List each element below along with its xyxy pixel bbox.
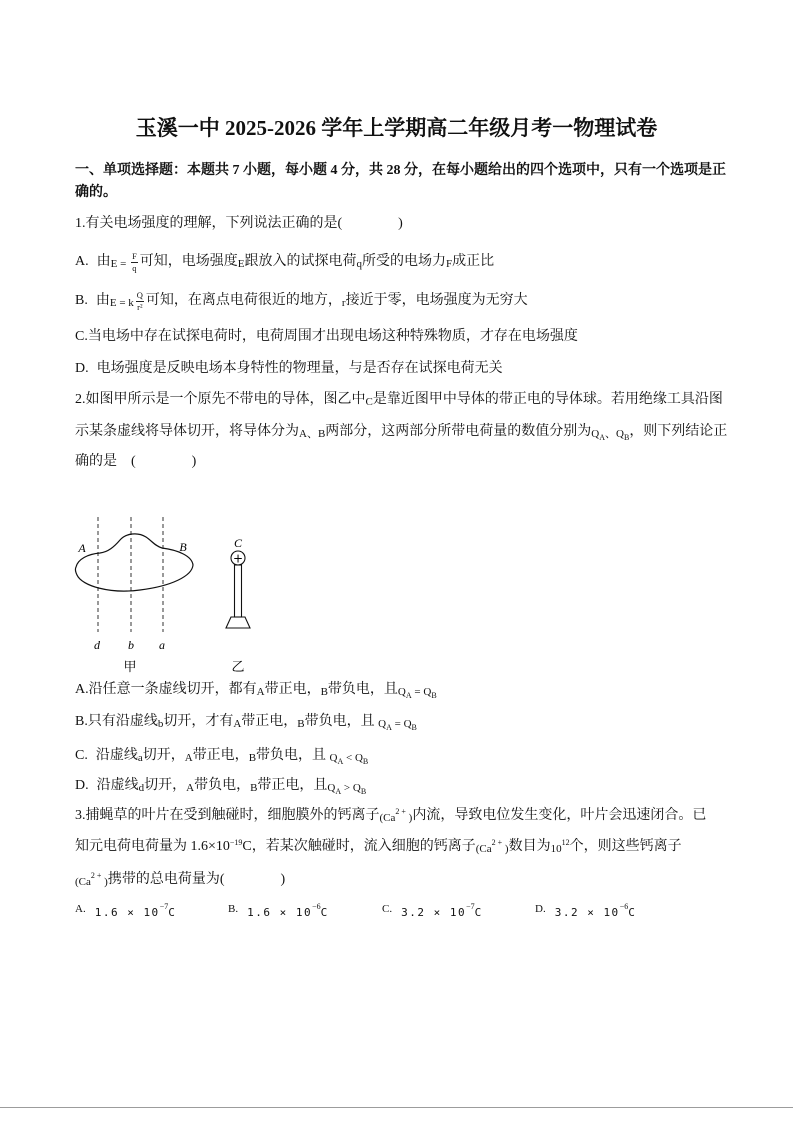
- subscript: B: [362, 757, 369, 766]
- option-label: D.: [75, 778, 89, 793]
- option-label: D.: [535, 903, 546, 915]
- text-run: 切开，: [144, 778, 187, 793]
- math-symbol: A: [256, 686, 265, 698]
- caption-jia: 甲: [123, 659, 137, 674]
- subscript: A: [405, 691, 412, 700]
- option-label: B.: [75, 293, 88, 308]
- text-run: 切开，才有: [163, 714, 234, 729]
- math-symbol: B: [320, 686, 328, 698]
- text-run: 带负电，: [194, 778, 251, 793]
- q1-option-b: [75, 290, 528, 312]
- option-label: C.: [75, 329, 88, 344]
- math-symbol: (Ca: [379, 812, 396, 824]
- text-run: 个，则这些钙离子: [569, 839, 682, 854]
- text-run: 接近于零，电场强度为无穷大: [345, 293, 528, 308]
- math-value: 1.6 × 10: [94, 906, 160, 919]
- superscript: −6: [312, 902, 321, 911]
- text-run: 切开，: [142, 748, 185, 763]
- subscript: B: [360, 787, 367, 796]
- math-symbol: > Q: [341, 782, 361, 794]
- math-symbol: A: [184, 752, 193, 764]
- text-run: 两部分，这两部分所带电荷量的数值分别为: [325, 424, 592, 439]
- math-value: C: [320, 906, 329, 919]
- option-label: C.: [75, 748, 88, 763]
- math-symbol: A: [233, 718, 242, 730]
- sphere-label-c: C: [233, 536, 243, 550]
- cut-line-label-b: b: [128, 638, 134, 652]
- cut-line-label-a: a: [159, 638, 165, 652]
- math-symbol: a: [137, 752, 143, 764]
- superscript: 2 +: [491, 838, 503, 847]
- text-run: 带负电，且: [327, 682, 398, 697]
- fraction-denominator: q: [132, 263, 137, 274]
- math-symbol: C: [365, 396, 373, 408]
- math-symbol: B: [297, 718, 305, 730]
- text-run: 只有沿虚线: [87, 714, 158, 729]
- option-label: A.: [75, 682, 89, 697]
- math-symbol: ): [101, 876, 108, 888]
- superscript: −7: [159, 902, 169, 911]
- option-label: B.: [228, 903, 239, 915]
- q3-option-c: [382, 901, 483, 923]
- fraction: [131, 252, 138, 273]
- math-symbol: (Ca: [475, 843, 492, 855]
- text-run: 带负电，且: [256, 748, 330, 763]
- math-symbol: < Q: [343, 752, 363, 764]
- text-run: 是靠近图甲中导体的带正电的导体球。若用绝缘工具沿图: [372, 392, 723, 407]
- text-run: 跟放入的试探电荷: [244, 254, 357, 269]
- q1-option-a: [75, 251, 494, 273]
- q2-option-a: [75, 679, 437, 701]
- text-run: 由: [96, 254, 111, 269]
- q3-option-a: [75, 901, 176, 923]
- math-symbol: 10: [550, 843, 562, 855]
- math-symbol: E = k: [109, 297, 134, 309]
- text-run: 沿任意一条虚线切开，都有: [88, 682, 257, 697]
- text-run: 沿虚线: [96, 778, 139, 793]
- text-run: C，若某次触碰时，流入细胞的钙离子: [242, 839, 476, 854]
- text-run: 3.捕蝇草的叶片在受到触碰时，细胞膜外的钙离子: [75, 808, 380, 823]
- q2-stem-line-1: [75, 389, 723, 411]
- subscript: B: [411, 723, 417, 732]
- option-label: D.: [75, 361, 89, 376]
- conductor-figure: [60, 505, 280, 677]
- math-symbol: Q: [397, 686, 406, 698]
- option-label: B.: [75, 714, 88, 729]
- option-label: C.: [382, 903, 393, 915]
- math-symbol: E: [237, 258, 245, 270]
- subscript: A: [599, 433, 606, 442]
- math-symbol: Q: [378, 718, 387, 730]
- math-symbol: F: [446, 258, 453, 270]
- region-label-a: A: [78, 541, 86, 555]
- text-run: 数目为: [508, 839, 551, 854]
- text-run: 内流，导致电位发生变化，叶片会迅速闭合。已: [412, 808, 707, 823]
- text-run: 带正电，: [241, 714, 298, 729]
- q3-stem-line-3: [75, 869, 285, 891]
- fraction-numerator: Q: [136, 290, 143, 301]
- math-value: 3.2 × 10: [401, 906, 467, 919]
- text-run: 由: [95, 293, 110, 308]
- math-symbol: ): [502, 843, 509, 855]
- subscript: B: [431, 691, 437, 700]
- text-run: 沿虚线: [95, 748, 138, 763]
- fraction-denominator: r²: [137, 302, 143, 313]
- q2-stem-line-3: [75, 451, 196, 473]
- caption-yi: 乙: [231, 659, 245, 674]
- q2-option-d: [75, 775, 366, 797]
- plus-sign: +: [232, 551, 244, 566]
- q1-stem: [75, 213, 403, 235]
- q1-option-d: [75, 358, 503, 380]
- math-symbol: B: [248, 752, 257, 764]
- q3-option-d: [535, 901, 636, 923]
- math-symbol: A、B: [299, 428, 326, 440]
- option-label: A.: [75, 903, 86, 915]
- math-symbol: E =: [110, 258, 130, 270]
- q1-option-c: [75, 326, 578, 348]
- subscript: A: [337, 757, 344, 766]
- math-symbol: 、Q: [605, 428, 624, 440]
- superscript: −7: [466, 902, 475, 911]
- math-symbol: = Q: [391, 718, 412, 730]
- subscript: A: [386, 723, 392, 732]
- text-run: 可知，电场强度: [139, 254, 238, 269]
- text-run: 带正电，: [192, 748, 249, 763]
- math-symbol: ): [405, 812, 413, 824]
- math-value: C: [628, 906, 637, 919]
- superscript: −19: [229, 838, 243, 847]
- q3-stem-line-2: [75, 836, 682, 858]
- math-symbol: q: [356, 258, 363, 270]
- text-run: 可知，在离点电荷很近的地方，: [145, 293, 342, 308]
- q3-option-b: [228, 901, 329, 923]
- math-symbol: Q: [591, 428, 600, 440]
- page-bottom-rule: [0, 1107, 793, 1108]
- math-symbol: Q: [329, 752, 338, 764]
- text-run: 2.如图甲所示是一个原先不带电的导体，图乙中: [75, 392, 366, 407]
- section-heading-line-1: 一、单项选择题：本题共 7 小题，每小题 4 分，共 28 分，在每小题给出的四个选项中，只有一个选项是正: [75, 163, 726, 178]
- text-run: 带正电，: [264, 682, 321, 697]
- math-symbol: A: [186, 782, 195, 794]
- text-run: 当电场中存在试探电荷时，电荷周围才出现电场这种特殊物质，才存在电场强度: [87, 329, 578, 344]
- option-label: A.: [75, 254, 89, 269]
- math-value: 3.2 × 10: [554, 906, 620, 919]
- superscript: −6: [619, 902, 629, 911]
- text-run: 确的是 ( ): [75, 454, 197, 469]
- superscript: 12: [561, 838, 570, 847]
- math-symbol: = Q: [411, 686, 432, 698]
- fraction: [136, 291, 144, 312]
- text-run: 所受的电场力: [362, 254, 447, 269]
- insulating-stand-base: [226, 617, 250, 628]
- math-symbol: B: [250, 782, 258, 794]
- superscript: 2 +: [90, 871, 102, 880]
- math-symbol: (Ca: [75, 876, 91, 888]
- math-symbol: d: [138, 782, 145, 794]
- text-run: 带负电，且: [304, 714, 379, 729]
- math-value: C: [474, 906, 483, 919]
- q2-option-c: [75, 745, 368, 767]
- insulating-stand-rod: [235, 565, 242, 617]
- text-run: 成正比: [452, 254, 495, 269]
- q2-stem-line-2: [75, 421, 727, 443]
- q3-stem-line-1: [75, 805, 706, 827]
- math-value: C: [168, 906, 177, 919]
- math-symbol: b: [157, 718, 164, 730]
- text-run: 1.有关电场强度的理解，下列说法正确的是( ): [75, 216, 403, 231]
- section-heading-line-2: 确的。: [75, 185, 117, 200]
- superscript: 2 +: [395, 807, 406, 816]
- math-value: 1.6 × 10: [247, 906, 313, 919]
- subscript: B: [623, 433, 630, 442]
- text-run: 携带的总电荷量为( ): [107, 872, 286, 887]
- q2-option-b: [75, 711, 417, 733]
- page-title: 玉溪一中 2025-2026 学年上学期高二年级月考一物理试卷: [135, 116, 658, 140]
- text-run: ，则下列结论正: [629, 424, 728, 439]
- region-label-b: B: [179, 540, 187, 554]
- math-symbol: r: [341, 297, 346, 309]
- cut-line-label-d: d: [94, 638, 100, 652]
- text-run: 知元电荷电荷量为 1.6×10: [75, 839, 230, 854]
- text-run: 示某条虚线将导体切开，将导体分为: [75, 424, 299, 439]
- subscript: A: [335, 787, 342, 796]
- conductor-outline: [75, 534, 193, 591]
- fraction-numerator: F: [132, 251, 137, 262]
- text-run: 带正电，且: [257, 778, 328, 793]
- math-symbol: Q: [327, 782, 336, 794]
- text-run: 电场强度是反映电场本身特性的物理量，与是否存在试探电荷无关: [96, 361, 503, 376]
